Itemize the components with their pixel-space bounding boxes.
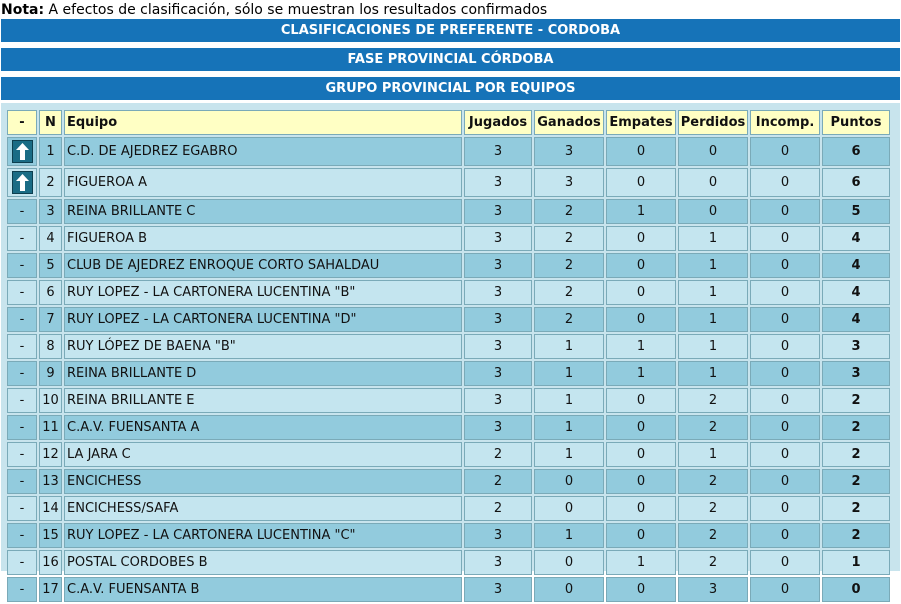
col-mark-header: - — [7, 110, 37, 135]
row-points: 4 — [822, 253, 890, 278]
row-team-name: REINA BRILLANTE C — [64, 199, 462, 224]
row-drawn: 1 — [606, 361, 676, 386]
row-incomp: 0 — [750, 253, 820, 278]
row-mark: - — [19, 447, 25, 462]
row-played: 3 — [464, 307, 532, 332]
row-points: 2 — [822, 523, 890, 548]
row-position: 1 — [39, 137, 62, 166]
row-points: 5 — [822, 199, 890, 224]
col-team-header: Equipo — [64, 110, 462, 135]
row-played: 3 — [464, 226, 532, 251]
row-mark: - — [19, 555, 25, 570]
col-drawn-header: Empates — [606, 110, 676, 135]
row-incomp: 0 — [750, 415, 820, 440]
row-points: 6 — [822, 168, 890, 197]
row-incomp: 0 — [750, 550, 820, 575]
row-incomp: 0 — [750, 307, 820, 332]
row-won: 1 — [534, 442, 604, 467]
row-team-name: FIGUEROA B — [64, 226, 462, 251]
row-lost: 2 — [678, 388, 748, 413]
row-drawn: 0 — [606, 415, 676, 440]
row-mark-cell — [7, 226, 37, 251]
row-mark: - — [19, 285, 25, 300]
row-position: 12 — [39, 442, 62, 467]
table-row — [7, 361, 890, 386]
row-incomp: 0 — [750, 334, 820, 359]
row-team-name: RUY LOPEZ - LA CARTONERA LUCENTINA "D" — [64, 307, 462, 332]
row-incomp: 0 — [750, 361, 820, 386]
row-points: 2 — [822, 442, 890, 467]
row-drawn: 0 — [606, 442, 676, 467]
promotion-arrow-icon — [12, 140, 33, 163]
row-position: 16 — [39, 550, 62, 575]
standings-table — [5, 108, 892, 604]
row-team-name: RUY LÓPEZ DE BAENA "B" — [64, 334, 462, 359]
row-incomp: 0 — [750, 388, 820, 413]
row-won: 2 — [534, 226, 604, 251]
row-drawn: 0 — [606, 496, 676, 521]
row-lost: 1 — [678, 334, 748, 359]
row-mark: - — [19, 231, 25, 246]
row-mark-cell — [7, 334, 37, 359]
row-mark: - — [19, 258, 25, 273]
row-points: 0 — [822, 577, 890, 602]
row-won: 2 — [534, 307, 604, 332]
row-drawn: 0 — [606, 577, 676, 602]
row-won: 2 — [534, 253, 604, 278]
row-won: 1 — [534, 361, 604, 386]
row-position: 15 — [39, 523, 62, 548]
row-team-name: CLUB DE AJEDREZ ENROQUE CORTO SAHALDAU — [64, 253, 462, 278]
row-mark-cell — [7, 469, 37, 494]
row-lost: 2 — [678, 415, 748, 440]
row-lost: 0 — [678, 137, 748, 166]
row-played: 2 — [464, 469, 532, 494]
row-mark: - — [19, 501, 25, 516]
table-row — [7, 253, 890, 278]
row-mark-cell — [7, 577, 37, 602]
row-won: 2 — [534, 280, 604, 305]
row-lost: 2 — [678, 469, 748, 494]
row-team-name: ENCICHESS/SAFA — [64, 496, 462, 521]
note-label: Nota: — [1, 2, 45, 18]
standings-panel — [1, 103, 900, 597]
row-mark-cell — [7, 307, 37, 332]
row-lost: 3 — [678, 577, 748, 602]
row-mark: - — [19, 204, 25, 219]
table-header-row — [7, 110, 890, 135]
row-lost: 0 — [678, 199, 748, 224]
row-mark: - — [19, 582, 25, 597]
row-won: 1 — [534, 334, 604, 359]
row-lost: 1 — [678, 226, 748, 251]
row-mark-cell — [7, 550, 37, 575]
row-points: 1 — [822, 550, 890, 575]
row-points: 4 — [822, 226, 890, 251]
row-mark-cell — [7, 280, 37, 305]
row-team-name: ENCICHESS — [64, 469, 462, 494]
row-played: 3 — [464, 137, 532, 166]
row-position: 10 — [39, 388, 62, 413]
row-played: 3 — [464, 361, 532, 386]
col-incomp-header: Incomp. — [750, 110, 820, 135]
row-position: 9 — [39, 361, 62, 386]
row-mark: - — [19, 420, 25, 435]
row-lost: 2 — [678, 496, 748, 521]
row-mark-cell — [7, 523, 37, 548]
row-lost: 1 — [678, 442, 748, 467]
col-points-header: Puntos — [822, 110, 890, 135]
row-position: 11 — [39, 415, 62, 440]
note-text: A efectos de clasificación, sólo se muestran los resultados confirmados — [44, 2, 548, 18]
row-position: 7 — [39, 307, 62, 332]
row-mark-cell — [7, 199, 37, 224]
row-mark-cell — [7, 415, 37, 440]
row-mark: - — [19, 474, 25, 489]
row-position: 5 — [39, 253, 62, 278]
row-played: 3 — [464, 199, 532, 224]
row-drawn: 1 — [606, 334, 676, 359]
row-mark: - — [19, 312, 25, 327]
table-row — [7, 307, 890, 332]
row-incomp: 0 — [750, 496, 820, 521]
row-played: 3 — [464, 253, 532, 278]
row-drawn: 0 — [606, 523, 676, 548]
table-row — [7, 577, 890, 602]
row-mark-cell — [7, 253, 37, 278]
table-row — [7, 334, 890, 359]
table-row — [7, 523, 890, 548]
table-row — [7, 496, 890, 521]
row-drawn: 0 — [606, 168, 676, 197]
table-row — [7, 168, 890, 197]
row-team-name: RUY LOPEZ - LA CARTONERA LUCENTINA "B" — [64, 280, 462, 305]
row-drawn: 0 — [606, 253, 676, 278]
row-points: 2 — [822, 496, 890, 521]
table-row — [7, 469, 890, 494]
row-won: 1 — [534, 388, 604, 413]
row-played: 3 — [464, 550, 532, 575]
row-drawn: 1 — [606, 199, 676, 224]
row-mark-cell — [7, 168, 37, 197]
row-incomp: 0 — [750, 226, 820, 251]
row-drawn: 0 — [606, 307, 676, 332]
row-incomp: 0 — [750, 577, 820, 602]
row-position: 2 — [39, 168, 62, 197]
row-played: 3 — [464, 577, 532, 602]
row-drawn: 0 — [606, 280, 676, 305]
row-won: 0 — [534, 496, 604, 521]
col-lost-header: Perdidos — [678, 110, 748, 135]
row-won: 2 — [534, 199, 604, 224]
row-won: 0 — [534, 469, 604, 494]
table-row — [7, 199, 890, 224]
row-drawn: 1 — [606, 550, 676, 575]
row-points: 4 — [822, 307, 890, 332]
row-team-name: C.A.V. FUENSANTA B — [64, 577, 462, 602]
row-mark-cell — [7, 496, 37, 521]
row-position: 13 — [39, 469, 62, 494]
row-team-name: C.D. DE AJEDREZ EGABRO — [64, 137, 462, 166]
promotion-arrow-icon — [12, 171, 33, 194]
row-team-name: LA JARA C — [64, 442, 462, 467]
row-lost: 0 — [678, 168, 748, 197]
row-mark: - — [19, 366, 25, 381]
row-points: 3 — [822, 334, 890, 359]
row-team-name: RUY LOPEZ - LA CARTONERA LUCENTINA "C" — [64, 523, 462, 548]
row-drawn: 0 — [606, 469, 676, 494]
row-position: 6 — [39, 280, 62, 305]
row-drawn: 0 — [606, 226, 676, 251]
group-banner: GRUPO PROVINCIAL POR EQUIPOS — [1, 77, 900, 100]
row-incomp: 0 — [750, 199, 820, 224]
row-mark-cell — [7, 442, 37, 467]
col-n-header: N — [39, 110, 62, 135]
row-won: 1 — [534, 523, 604, 548]
row-position: 17 — [39, 577, 62, 602]
table-row — [7, 388, 890, 413]
row-incomp: 0 — [750, 469, 820, 494]
row-won: 0 — [534, 577, 604, 602]
row-points: 6 — [822, 137, 890, 166]
row-mark-cell — [7, 388, 37, 413]
standings-body — [7, 137, 890, 602]
col-played-header: Jugados — [464, 110, 532, 135]
row-played: 3 — [464, 415, 532, 440]
row-points: 2 — [822, 388, 890, 413]
row-team-name: C.A.V. FUENSANTA A — [64, 415, 462, 440]
row-played: 2 — [464, 496, 532, 521]
table-row — [7, 550, 890, 575]
row-played: 3 — [464, 334, 532, 359]
table-row — [7, 442, 890, 467]
row-team-name: FIGUEROA A — [64, 168, 462, 197]
row-mark: - — [19, 339, 25, 354]
row-lost: 1 — [678, 307, 748, 332]
row-position: 14 — [39, 496, 62, 521]
row-position: 8 — [39, 334, 62, 359]
row-won: 0 — [534, 550, 604, 575]
row-mark-cell — [7, 137, 37, 166]
phase-banner: FASE PROVINCIAL CÓRDOBA — [1, 48, 900, 71]
row-lost: 1 — [678, 280, 748, 305]
table-row — [7, 226, 890, 251]
table-row — [7, 280, 890, 305]
row-played: 3 — [464, 280, 532, 305]
row-lost: 1 — [678, 361, 748, 386]
row-points: 4 — [822, 280, 890, 305]
table-row — [7, 137, 890, 166]
col-won-header: Ganados — [534, 110, 604, 135]
row-team-name: REINA BRILLANTE E — [64, 388, 462, 413]
row-mark: - — [19, 393, 25, 408]
row-played: 2 — [464, 442, 532, 467]
row-points: 2 — [822, 415, 890, 440]
row-won: 3 — [534, 137, 604, 166]
row-mark: - — [19, 528, 25, 543]
row-incomp: 0 — [750, 280, 820, 305]
row-drawn: 0 — [606, 388, 676, 413]
row-incomp: 0 — [750, 523, 820, 548]
confirmation-note — [1, 1, 547, 19]
row-lost: 2 — [678, 550, 748, 575]
row-points: 2 — [822, 469, 890, 494]
row-incomp: 0 — [750, 442, 820, 467]
row-played: 3 — [464, 523, 532, 548]
row-lost: 2 — [678, 523, 748, 548]
row-played: 3 — [464, 388, 532, 413]
row-points: 3 — [822, 361, 890, 386]
row-mark-cell — [7, 361, 37, 386]
row-drawn: 0 — [606, 137, 676, 166]
row-won: 3 — [534, 168, 604, 197]
row-team-name: POSTAL CORDOBES B — [64, 550, 462, 575]
row-incomp: 0 — [750, 137, 820, 166]
row-incomp: 0 — [750, 168, 820, 197]
row-team-name: REINA BRILLANTE D — [64, 361, 462, 386]
row-won: 1 — [534, 415, 604, 440]
row-played: 3 — [464, 168, 532, 197]
title-banner: CLASIFICACIONES DE PREFERENTE - CORDOBA — [1, 19, 900, 42]
row-position: 3 — [39, 199, 62, 224]
row-lost: 1 — [678, 253, 748, 278]
table-row — [7, 415, 890, 440]
row-position: 4 — [39, 226, 62, 251]
